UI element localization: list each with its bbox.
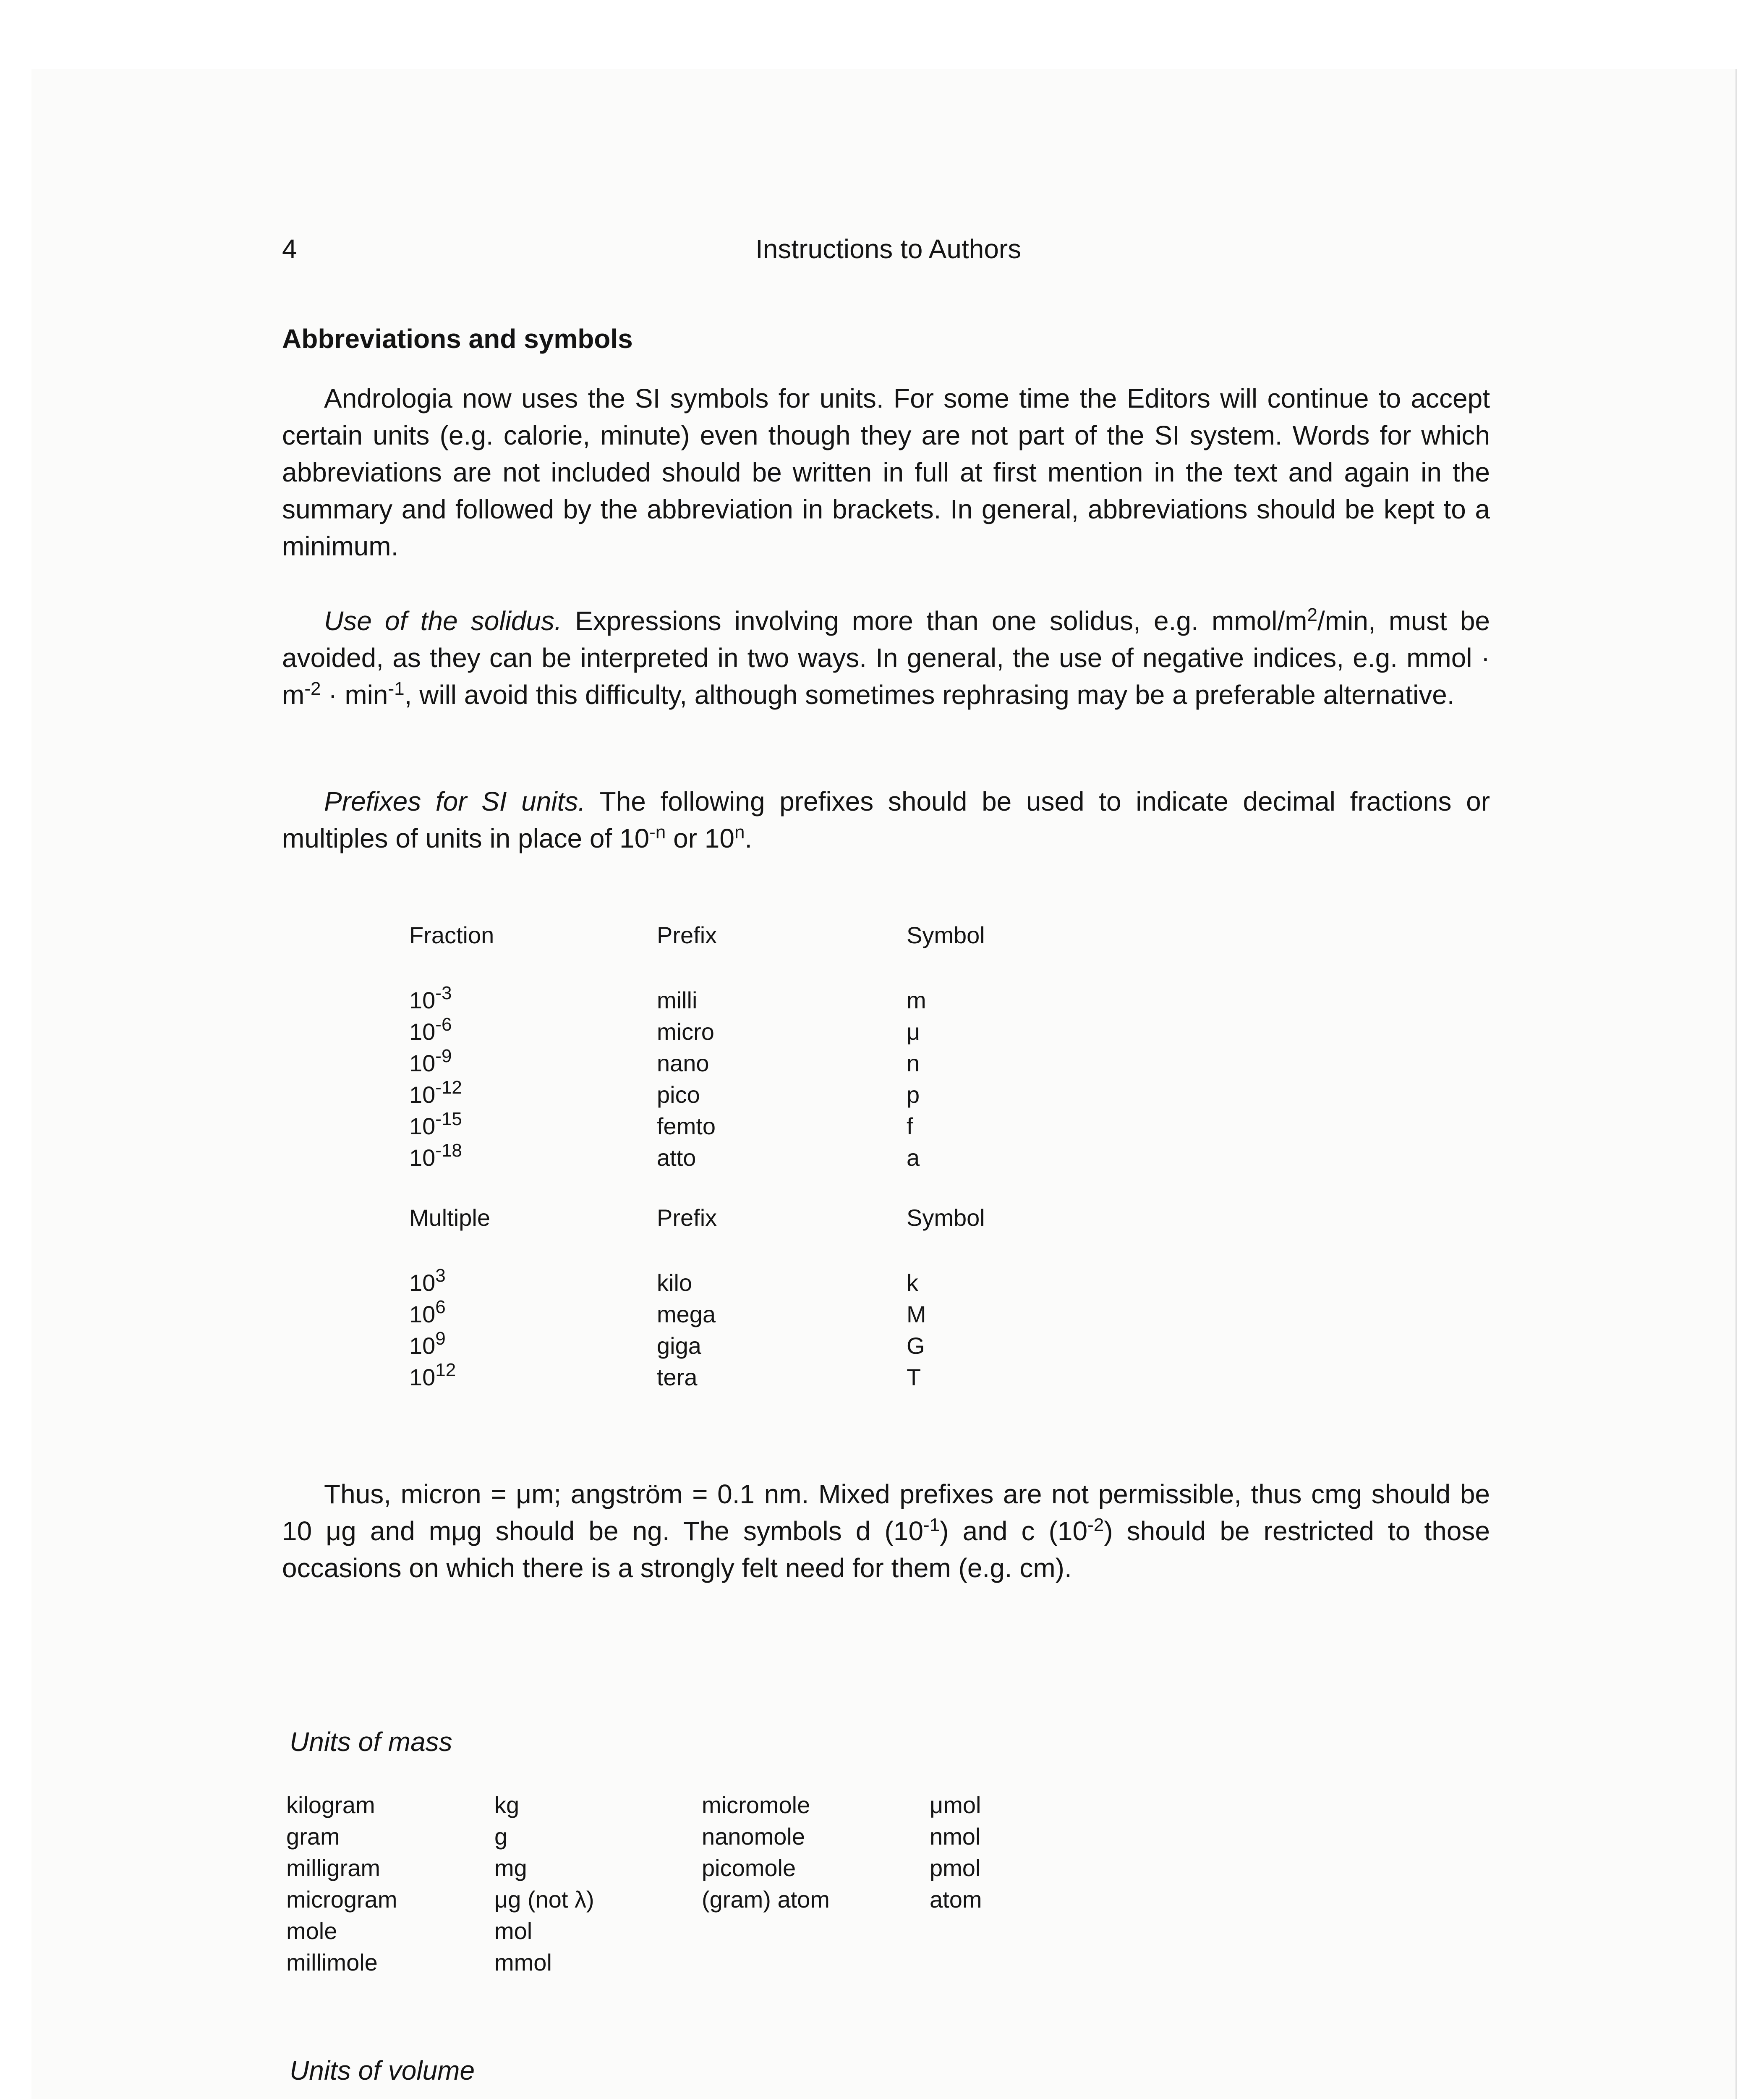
multiple-value: $10^6$ (409, 1297, 446, 1327)
fraction-symbol-header: Symbol (907, 922, 985, 948)
fraction-value: $10^{-6}$ (409, 1014, 452, 1045)
unit-name: micromole (702, 1792, 810, 1818)
fraction-value: $10^{-15}$ (409, 1109, 462, 1139)
unit-symbol: pmol (930, 1855, 981, 1881)
fraction-prefix-column (657, 984, 716, 1173)
micron-paragraph (282, 1476, 1490, 1586)
solidus-sup-2: -2 (304, 678, 321, 699)
prefix-symbol: f (907, 1113, 913, 1139)
unit-name: nanomole (702, 1823, 805, 1850)
prefix-name: milli (657, 987, 698, 1013)
multiple-header: Multiple (409, 1204, 490, 1231)
unit-symbol: mol (494, 1918, 533, 1944)
solidus-sup-1: 2 (1307, 605, 1318, 625)
multiple-value: $10^9$ (409, 1328, 446, 1359)
prefix-name: giga (657, 1332, 701, 1359)
micron-sup-2: -2 (1087, 1515, 1104, 1535)
prefix-name: tera (657, 1364, 698, 1390)
mass-right-names (702, 1789, 830, 1915)
prefixes-sup-2: n (734, 822, 745, 843)
multiple-symbol-column (907, 1267, 926, 1393)
prefix-name: kilo (657, 1269, 693, 1296)
unit-symbol: g (494, 1823, 508, 1850)
prefix-symbol: G (907, 1332, 925, 1359)
fraction-value: $10^{-12}$ (409, 1077, 462, 1108)
micron-text-1: Thus, micron = μm; angström = 0.1 nm. Mixed prefixes are not permissible, thus cmg should be 10 μg and mμg should be ng. The symbols d (10 (282, 1479, 1490, 1546)
prefixes-sup-1: -n (649, 822, 666, 843)
unit-name: (gram) atom (702, 1886, 830, 1913)
unit-symbol: nmol (930, 1823, 981, 1850)
prefix-name: mega (657, 1301, 716, 1327)
solidus-title: Use of the solidus. (324, 606, 562, 636)
fraction-symbol-column (907, 984, 926, 1173)
fraction-values-column (409, 984, 462, 1173)
unit-name: picomole (702, 1855, 796, 1881)
prefix-name: nano (657, 1050, 709, 1076)
unit-name: gram (286, 1823, 340, 1850)
unit-name: microgram (286, 1886, 397, 1913)
running-title: Instructions to Authors (755, 234, 1022, 264)
prefixes-title: Prefixes for SI units. (324, 786, 586, 817)
mass-right-symbols (930, 1789, 982, 1915)
multiple-value: $10^{12}$ (409, 1360, 456, 1390)
solidus-text-3: · min (321, 680, 388, 710)
unit-name: mole (286, 1918, 337, 1944)
unit-name: millimole (286, 1949, 378, 1976)
page-number: 4 (282, 234, 297, 264)
intro-paragraph (282, 380, 1490, 565)
unit-symbol: kg (494, 1792, 520, 1818)
prefix-name: atto (657, 1144, 696, 1171)
micron-sup-1: -1 (923, 1515, 940, 1535)
prefix-name: femto (657, 1113, 716, 1139)
multiple-value: $10^3$ (409, 1265, 446, 1296)
prefix-symbol: μ (907, 1018, 920, 1045)
prefix-name: micro (657, 1018, 714, 1045)
fraction-value: $10^{-18}$ (409, 1140, 462, 1171)
mass-left-names (286, 1789, 397, 1978)
prefix-symbol: M (907, 1301, 926, 1327)
unit-name: milligram (286, 1855, 380, 1881)
solidus-text-4: , will avoid this difficulty, although sometimes rephrasing may be a preferable alternative. (404, 680, 1455, 710)
multiple-prefix-header: Prefix (657, 1204, 717, 1231)
fraction-header: Fraction (409, 922, 494, 948)
fraction-prefix-header: Prefix (657, 922, 717, 948)
unit-symbol: μmol (930, 1792, 981, 1818)
solidus-text-1: Expressions involving more than one solidus, e.g. mmol/m (562, 606, 1307, 636)
mass-left-symbols (494, 1789, 594, 1978)
fraction-value: $10^{-3}$ (409, 983, 452, 1013)
micron-text-3: ) should be restricted to those occasions on which there is a strongly felt need for them (e.g. cm). (282, 1516, 1490, 1583)
prefix-symbol: T (907, 1364, 921, 1390)
prefixes-text-3: . (745, 823, 753, 853)
micron-text-2: ) and c (10 (940, 1516, 1088, 1546)
prefixes-text-1: The following prefixes should be used to indicate decimal fractions or multiples of units in place of 10 (282, 786, 1490, 853)
multiple-values-column (409, 1267, 456, 1393)
unit-symbol: mg (494, 1855, 527, 1881)
unit-symbol: atom (930, 1886, 982, 1913)
prefix-name: pico (657, 1081, 700, 1108)
section-heading-abbreviations: Abbreviations and symbols (282, 324, 633, 354)
prefix-symbol: p (907, 1081, 920, 1108)
unit-symbol: μg (not λ) (494, 1886, 594, 1913)
multiple-symbol-header: Symbol (907, 1204, 985, 1231)
prefixes-paragraph (282, 783, 1490, 857)
solidus-paragraph (282, 602, 1490, 713)
multiple-prefix-column (657, 1267, 716, 1393)
prefixes-text-2: or 10 (666, 823, 734, 853)
unit-symbol: mmol (494, 1949, 552, 1976)
prefix-symbol: k (907, 1269, 918, 1296)
unit-name: kilogram (286, 1792, 375, 1818)
units-of-volume-heading: Units of volume (290, 2055, 475, 2086)
prefix-symbol: a (907, 1144, 920, 1171)
prefix-symbol: m (907, 987, 926, 1013)
intro-text: Andrologia now uses the SI symbols for units. For some time the Editors will continue to accept certain units (e.g. calorie, minute) even though they are not part of the SI system. Words for which abbreviations are not included should be written in full at first mention in the text and again in the summary and followed by the abbreviation in brackets. In general, abbreviations should be kept to a minimum. (282, 383, 1490, 561)
solidus-sup-3: -1 (388, 678, 405, 699)
fraction-value: $10^{-9}$ (409, 1046, 452, 1076)
units-of-mass-heading: Units of mass (290, 1727, 452, 1757)
prefix-symbol: n (907, 1050, 920, 1076)
solidus-text-2: /min, must be avoided, as they can be interpreted in two ways. In general, the use of negative indices, e.g. mmol · m (282, 606, 1490, 710)
